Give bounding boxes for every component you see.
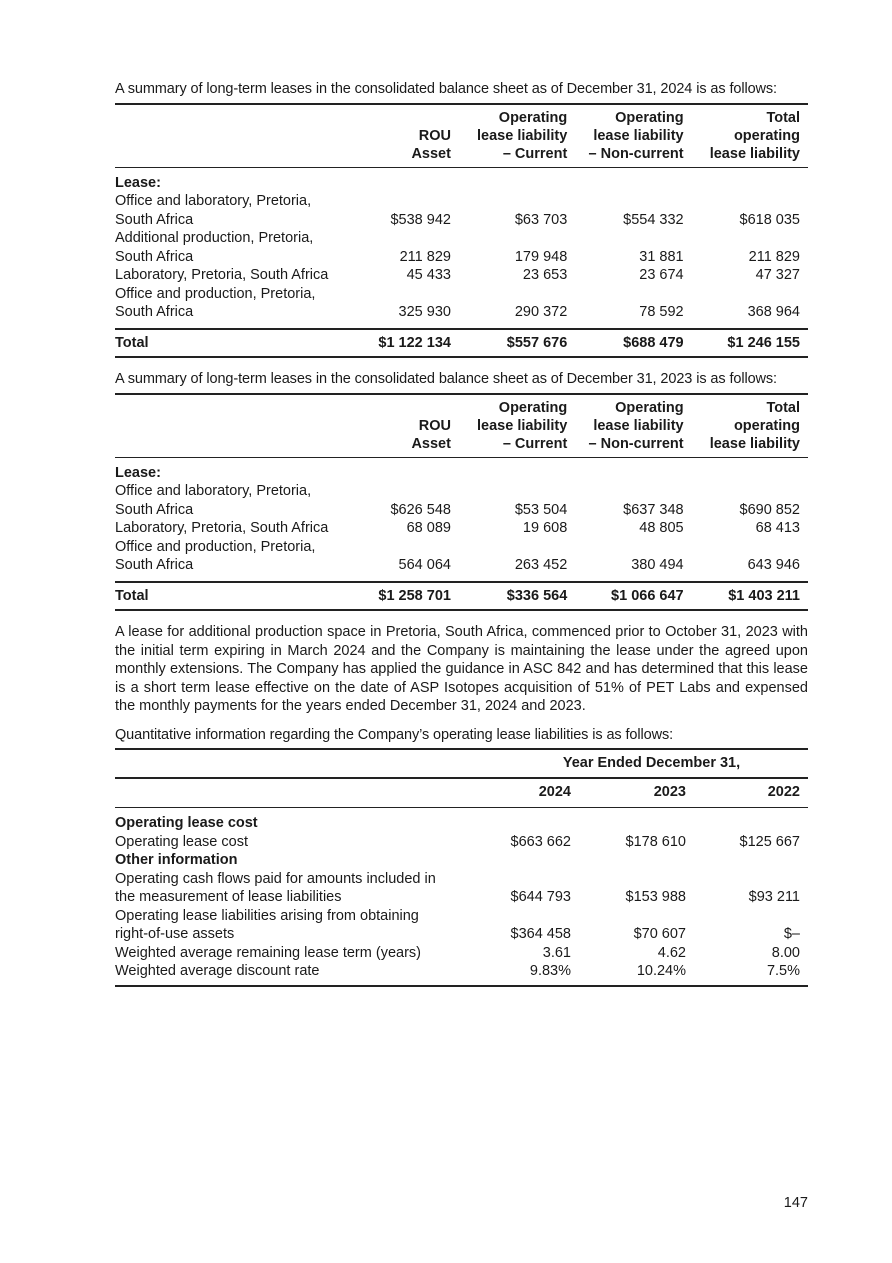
cell-current: 290 372 — [514, 304, 568, 320]
lease-summary-2023-table — [115, 393, 808, 612]
cell-current: 23 653 — [522, 267, 568, 283]
cell-current: 263 452 — [514, 557, 568, 573]
cell-total: 68 413 — [755, 520, 800, 536]
row-label: Office and production, Pretoria, South Africa — [115, 285, 316, 320]
lease-note-paragraph: A lease for additional production space in Pretoria, South Africa, commenced prior to October 31, 2023 with the initial term expiring in March 2024 and the Company is maintaining the lease under the agreed upon monthly extensions. The Company has applied the guidance in ASC 842 and has determined that this lease is a short term lease effective on the date of ASP Isotopes acquisition of 51% of PET Labs and expensed the monthly payments for the years ended December 31, 2024 and 2023. — [115, 624, 808, 714]
cell-noncurrent: 31 881 — [639, 248, 684, 265]
cell-2024: $644 793 — [510, 889, 571, 905]
column-header-current-liability: Operating lease liability – Current — [459, 104, 575, 168]
column-header-noncurrent-liability: Operating lease liability – Non-current — [575, 104, 691, 168]
cell-rou-asset: 211 829 — [399, 248, 451, 265]
lease-summary-2024-intro: A summary of long-term leases in the consolidated balance sheet as of December 31, 2024 is as follows: — [115, 81, 777, 97]
cell-total: 211 829 — [748, 248, 800, 265]
table-row — [115, 833, 808, 852]
cell-noncurrent: 78 592 — [639, 304, 684, 320]
cell-2023: $153 988 — [625, 889, 686, 905]
total-label: Total — [115, 329, 372, 358]
table-header-row — [115, 104, 808, 168]
total-total: $1 403 211 — [692, 582, 808, 611]
table-row — [115, 285, 808, 322]
year-header-2022: 2022 — [694, 778, 808, 808]
total-rou-asset: $1 258 701 — [372, 582, 459, 611]
cell-rou-asset: 68 089 — [406, 520, 451, 536]
total-noncurrent: $688 479 — [575, 329, 691, 358]
cell-noncurrent: 48 805 — [639, 520, 684, 536]
table-row — [115, 538, 808, 575]
total-total: $1 246 155 — [692, 329, 808, 358]
section-title: Operating lease cost — [115, 815, 258, 831]
section-label: Lease: — [115, 464, 161, 481]
row-label: Office and production, Pretoria, South Africa — [115, 538, 316, 573]
row-label: Operating lease liabilities arising from obtaining right-of-use assets — [115, 907, 419, 942]
cell-rou-asset: 325 930 — [398, 304, 451, 320]
cell-total: 643 946 — [747, 557, 800, 573]
table-row — [115, 870, 808, 907]
column-header-noncurrent-liability: Operating lease liability – Non-current — [575, 394, 691, 458]
cell-total: $690 852 — [739, 501, 800, 518]
table-row — [115, 229, 808, 266]
year-header-row — [115, 778, 808, 808]
page-number: 147 — [783, 1195, 808, 1211]
column-header-total-liability: Total operating lease liability — [692, 394, 808, 458]
row-label: Office and laboratory, Pretoria, South Africa — [115, 483, 312, 518]
total-noncurrent: $1 066 647 — [575, 582, 691, 611]
cell-total: 47 327 — [755, 267, 800, 283]
cell-current: $63 703 — [514, 211, 568, 228]
total-current: $336 564 — [459, 582, 575, 611]
column-header-rou-asset: ROU Asset — [372, 394, 459, 458]
cell-2023: 10.24% — [636, 963, 686, 979]
cell-2024: $663 662 — [510, 833, 571, 850]
row-label: Office and laboratory, Pretoria, South Africa — [115, 193, 312, 228]
document-page — [115, 80, 808, 987]
cell-total: $618 035 — [739, 211, 800, 228]
cell-rou-asset: 564 064 — [398, 557, 451, 573]
cell-2023: 4.62 — [657, 944, 686, 961]
cell-2022: $93 211 — [748, 889, 800, 905]
cell-current: 179 948 — [514, 248, 568, 265]
row-label: Operating lease cost — [115, 833, 248, 850]
total-row — [115, 582, 808, 611]
row-label: Weighted average discount rate — [115, 963, 320, 979]
row-label: Operating cash flows paid for amounts included in the measurement of lease liabilities — [115, 870, 436, 905]
cell-total: 368 964 — [747, 304, 800, 320]
cell-2023: $70 607 — [633, 926, 686, 942]
table-row — [115, 944, 808, 963]
cell-noncurrent: 380 494 — [631, 557, 684, 573]
table-row — [115, 482, 808, 519]
cell-2022: $125 667 — [739, 833, 800, 850]
cell-2022: 8.00 — [771, 944, 800, 961]
table-row — [115, 962, 808, 986]
cell-noncurrent: $554 332 — [623, 211, 684, 228]
section-label: Lease: — [115, 174, 161, 191]
cell-rou-asset: $626 548 — [390, 501, 451, 518]
column-header-total-liability: Total operating lease liability — [692, 104, 808, 168]
cell-current: $53 504 — [514, 501, 568, 518]
total-label: Total — [115, 582, 372, 611]
row-label: Additional production, Pretoria, South Africa — [115, 230, 314, 265]
cell-noncurrent: 23 674 — [639, 267, 684, 283]
row-label: Laboratory, Pretoria, South Africa — [115, 267, 329, 283]
total-row — [115, 329, 808, 358]
quantitative-intro: Quantitative information regarding the Company’s operating lease liabilities is as follows: — [115, 726, 674, 743]
cell-2022: 7.5% — [766, 963, 800, 979]
year-header-2023: 2023 — [579, 778, 694, 808]
lease-summary-2024-table — [115, 103, 808, 359]
lease-summary-2023-intro: A summary of long-term leases in the consolidated balance sheet as of December 31, 2023 is as follows: — [115, 371, 777, 387]
cell-2024: 9.83% — [529, 963, 571, 979]
cell-2024: 3.61 — [542, 944, 571, 961]
year-group-header-row — [115, 749, 808, 778]
column-header-rou-asset: ROU Asset — [372, 104, 459, 168]
section-title: Other information — [115, 852, 238, 868]
cell-rou-asset: 45 433 — [406, 267, 451, 283]
year-header-2024: 2024 — [495, 778, 579, 808]
cell-rou-asset: $538 942 — [390, 211, 451, 228]
year-group-header: Year Ended December 31, — [495, 749, 808, 778]
cell-2024: $364 458 — [510, 926, 571, 942]
cell-2023: $178 610 — [625, 833, 686, 850]
column-header-current-liability: Operating lease liability – Current — [459, 394, 575, 458]
total-current: $557 676 — [459, 329, 575, 358]
total-rou-asset: $1 122 134 — [372, 329, 459, 358]
table-row — [115, 519, 808, 538]
row-label: Weighted average remaining lease term (years) — [115, 944, 421, 961]
cell-2022: $– — [783, 926, 800, 942]
quantitative-table — [115, 748, 808, 987]
table-row — [115, 266, 808, 285]
cell-noncurrent: $637 348 — [623, 501, 684, 518]
table-row — [115, 907, 808, 944]
table-row — [115, 192, 808, 229]
row-label: Laboratory, Pretoria, South Africa — [115, 520, 329, 536]
cell-current: 19 608 — [522, 520, 568, 536]
table-header-row — [115, 394, 808, 458]
